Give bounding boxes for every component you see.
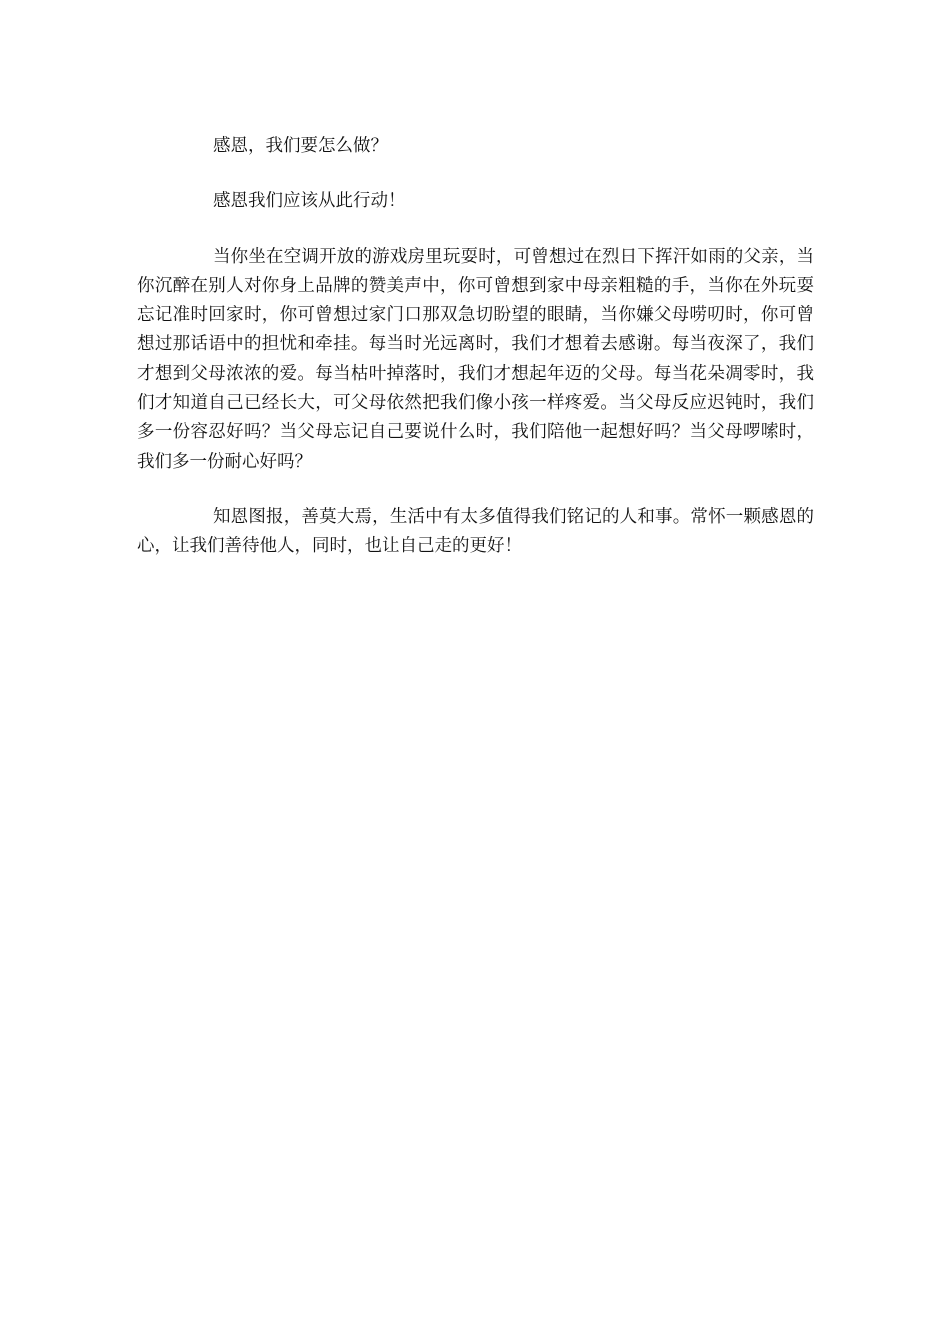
paragraph-action: 感恩我们应该从此行动！ bbox=[213, 191, 406, 212]
document-body bbox=[137, 132, 814, 562]
paragraph-parents: 当你坐在空调开放的游戏房里玩耍时，可曾想过在烈日下挥汗如雨的父亲，当你沉醉在别人对你身上品牌的赞美声中，你可曾想到家中母亲粗糙的手，当你在外玩耍忘记准时回家时，你可曾想过家门口那双急切盼望的眼睛，当你嫌父母唠叨时，你可曾想过那话语中的担忧和牵挂。每当时光远离时，我们才想着去感谢。每当夜深了，我们才想到父母浓浓的爱。每当枯叶掉落时，我们才想起年迈的父母。每当花朵凋零时，我们才知道自己已经长大，可父母依然把我们像小孩一样疼爱。当父母反应迟钝时，我们多一份容忍好吗？当父母忘记自己要说什么时，我们陪他一起想好吗？当父母啰嗦时，我们多一份耐心好吗？ bbox=[137, 246, 814, 472]
paragraph-question: 感恩，我们要怎么做？ bbox=[213, 136, 388, 156]
paragraph-gratitude: 知恩图报，善莫大焉，生活中有太多值得我们铭记的人和事。常怀一颗感恩的心，让我们善待他人，同时，也让自己走的更好！ bbox=[137, 506, 814, 557]
